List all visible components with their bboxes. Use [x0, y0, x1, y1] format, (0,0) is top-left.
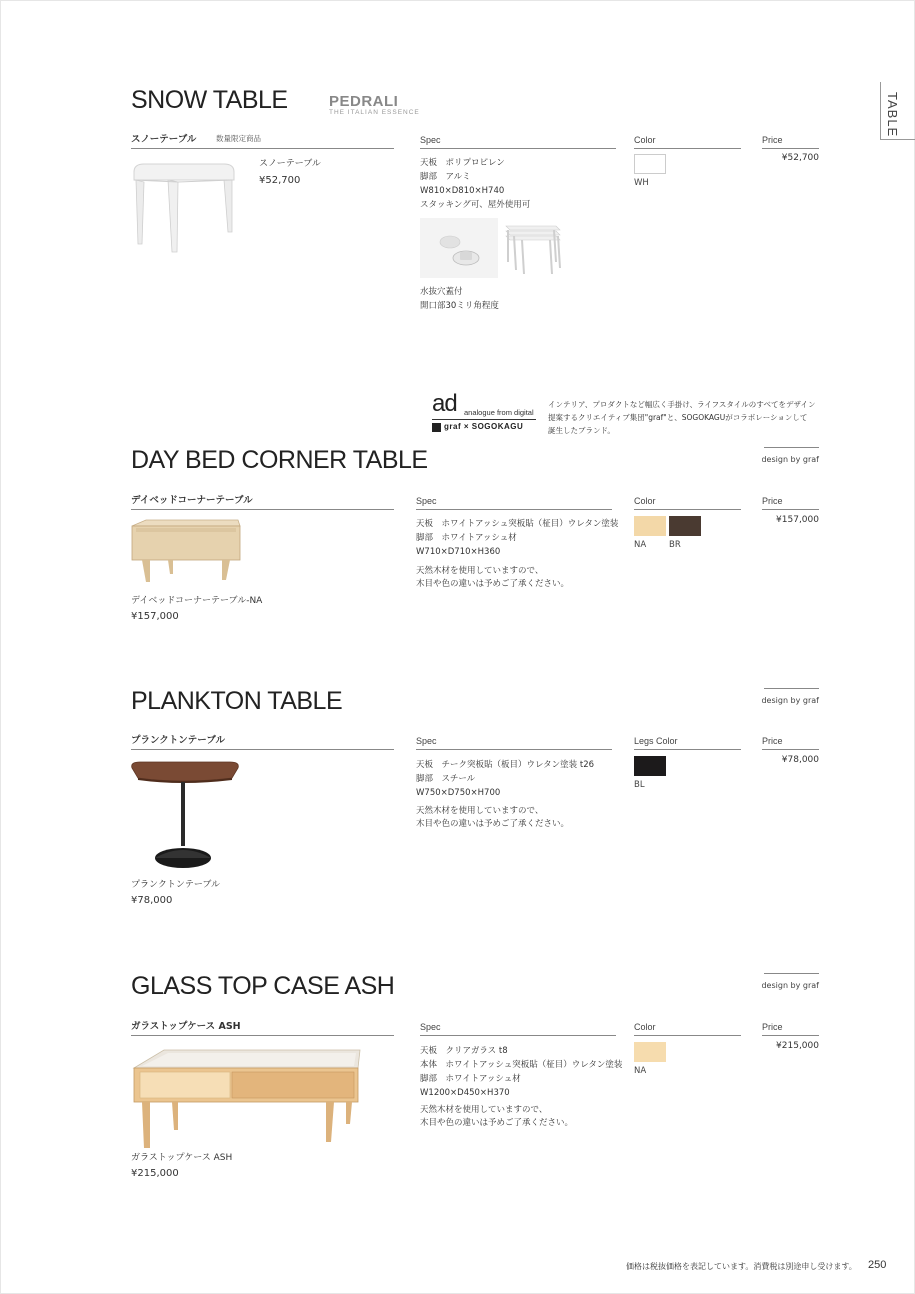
color-header: Color — [634, 135, 656, 145]
spec-line: 天板 ホワイトアッシュ突板貼（柾目）ウレタン塗装 — [416, 519, 619, 529]
divider — [762, 148, 819, 149]
divider — [764, 447, 819, 448]
spec-line: 天板 チーク突板貼（板目）ウレタン塗装 t26 — [416, 760, 595, 770]
spec-line: W1200×D450×H370 — [420, 1088, 510, 1098]
divider — [762, 1035, 819, 1036]
color-code: BL — [634, 780, 645, 790]
drain-note — [420, 285, 499, 313]
color-swatch-na — [634, 516, 666, 536]
color-swatch-bl — [634, 756, 666, 776]
glass-top-case-image — [128, 1044, 364, 1150]
product-title: SNOW TABLE — [131, 86, 288, 114]
divider — [420, 1035, 616, 1036]
spec-line: スタッキング可、屋外使用可 — [420, 200, 531, 210]
product-jp-name: ガラストップケース ASH — [131, 1021, 241, 1032]
note-line: 木目や色の違いは予めご了承ください。 — [416, 579, 570, 589]
ad-brand-description — [548, 398, 816, 437]
product-title: DAY BED CORNER TABLE — [131, 446, 428, 474]
spec-header: Spec — [416, 736, 437, 746]
spec-line: 脚部 ホワイトアッシュ材 — [416, 533, 517, 543]
spec-line: 本体 ホワイトアッシュ突板貼（柾目）ウレタン塗装 — [420, 1060, 623, 1070]
stacked-tables-image — [502, 218, 564, 278]
spec-line: 脚部 アルミ — [420, 172, 471, 182]
note-line: 木目や色の違いは予めご了承ください。 — [420, 1118, 574, 1128]
divider — [432, 419, 536, 420]
section-side-tab — [880, 82, 915, 140]
note-line: 天然木材を使用していますので、 — [416, 566, 544, 576]
spec-line: W710×D710×H360 — [416, 547, 501, 557]
product-title: PLANKTON TABLE — [131, 687, 343, 715]
spec-list — [416, 758, 594, 800]
divider — [762, 749, 819, 750]
divider — [634, 1035, 741, 1036]
divider — [634, 749, 741, 750]
spec-header: Spec — [420, 135, 441, 145]
color-code: NA — [634, 1066, 647, 1076]
spec-header: Spec — [416, 496, 437, 506]
spec-line: 脚部 スチール — [416, 774, 476, 784]
divider — [416, 749, 612, 750]
divider — [416, 509, 612, 510]
price-header: Price — [762, 736, 783, 746]
divider — [131, 749, 394, 750]
divider — [634, 148, 741, 149]
product-caption-price: ¥215,000 — [131, 1168, 179, 1179]
product-title: GLASS TOP CASE ASH — [131, 972, 395, 1000]
wood-note — [420, 1104, 573, 1130]
ad-logo-tagline: analogue from digital — [464, 408, 534, 417]
price-value: ¥215,000 — [776, 1041, 819, 1051]
price-value: ¥157,000 — [776, 515, 819, 525]
ad-logo-mark: ad — [432, 390, 457, 417]
drain-cap-image — [420, 218, 498, 278]
product-caption-price: ¥52,700 — [259, 175, 301, 186]
note-line: 天然木材を使用していますので、 — [420, 1105, 548, 1115]
spec-line: 天板 ポリプロピレン — [420, 158, 505, 168]
legs-color-header: Legs Color — [634, 736, 678, 746]
price-header: Price — [762, 1022, 783, 1032]
divider — [420, 148, 616, 149]
description-line: 誕生したブランド。 — [548, 426, 615, 435]
spec-header: Spec — [420, 1022, 441, 1032]
design-credit: design by graf — [761, 981, 819, 990]
design-credit: design by graf — [761, 455, 819, 464]
product-caption-name: ガラストップケース ASH — [131, 1153, 233, 1163]
color-swatch-br — [669, 516, 701, 536]
description-line: インテリア、プロダクトなど幅広く手掛け、ライフスタイルのすべてをデザイン — [548, 400, 816, 409]
pedrali-tagline: THE ITALIAN ESSENCE — [329, 109, 420, 116]
divider — [634, 509, 741, 510]
color-code: BR — [669, 540, 681, 550]
graf-logo-icon — [432, 423, 441, 432]
spec-line: 開口部30ミリ角程度 — [420, 301, 499, 311]
spec-line: 天板 クリアガラス t8 — [420, 1046, 508, 1056]
limited-edition-label: 数量限定商品 — [216, 134, 261, 143]
product-caption-name: スノーテーブル — [259, 159, 321, 169]
divider — [131, 509, 394, 510]
plankton-table-image — [126, 758, 242, 872]
product-jp-name: スノーテーブル — [131, 134, 197, 145]
price-header: Price — [762, 496, 783, 506]
price-value: ¥78,000 — [781, 755, 819, 765]
pedrali-logo: PEDRALI — [329, 93, 399, 110]
description-line: 提案するクリエイティブ集団"graf"と、SOGOKAGUがコラボレーションして — [548, 413, 808, 422]
divider — [762, 509, 819, 510]
product-caption-price: ¥78,000 — [131, 895, 173, 906]
product-caption-name: デイベッドコーナーテーブル-NA — [131, 596, 263, 606]
product-jp-name: デイベッドコーナーテーブル — [131, 495, 253, 506]
spec-line: W810×D810×H740 — [420, 186, 505, 196]
tax-footnote: 価格は税抜価格を表記しています。消費税は別途申し受けます。 — [626, 1262, 857, 1271]
divider — [131, 1035, 394, 1036]
color-code: WH — [634, 178, 649, 188]
page-number: 250 — [868, 1259, 887, 1271]
design-credit: design by graf — [761, 696, 819, 705]
spec-line: 脚部 ホワイトアッシュ材 — [420, 1074, 521, 1084]
day-bed-corner-table-image — [128, 516, 244, 584]
price-header: Price — [762, 135, 783, 145]
spec-list — [420, 156, 530, 212]
divider — [764, 688, 819, 689]
divider — [764, 973, 819, 974]
section-tab-label: TABLE — [885, 92, 900, 138]
snow-table-image — [128, 158, 240, 256]
color-code: NA — [634, 540, 647, 550]
product-caption-name: プランクトンテーブル — [131, 880, 221, 890]
color-header: Color — [634, 1022, 656, 1032]
product-jp-name: プランクトンテーブル — [131, 735, 225, 746]
price-value: ¥52,700 — [781, 153, 819, 163]
color-header: Color — [634, 496, 656, 506]
wood-note — [416, 805, 569, 831]
wood-note — [416, 565, 569, 591]
note-line: 木目や色の違いは予めご了承ください。 — [416, 819, 570, 829]
spec-list — [420, 1044, 622, 1100]
product-caption-price: ¥157,000 — [131, 611, 179, 622]
ad-partners-logo: graf × SOGOKAGU — [444, 422, 524, 431]
color-swatch-wh — [634, 154, 666, 174]
spec-line: W750×D750×H700 — [416, 788, 501, 798]
color-swatch-na — [634, 1042, 666, 1062]
spec-line: 水抜穴蓋付 — [420, 287, 463, 297]
note-line: 天然木材を使用していますので、 — [416, 806, 544, 816]
spec-list — [416, 517, 618, 559]
divider — [131, 148, 394, 149]
